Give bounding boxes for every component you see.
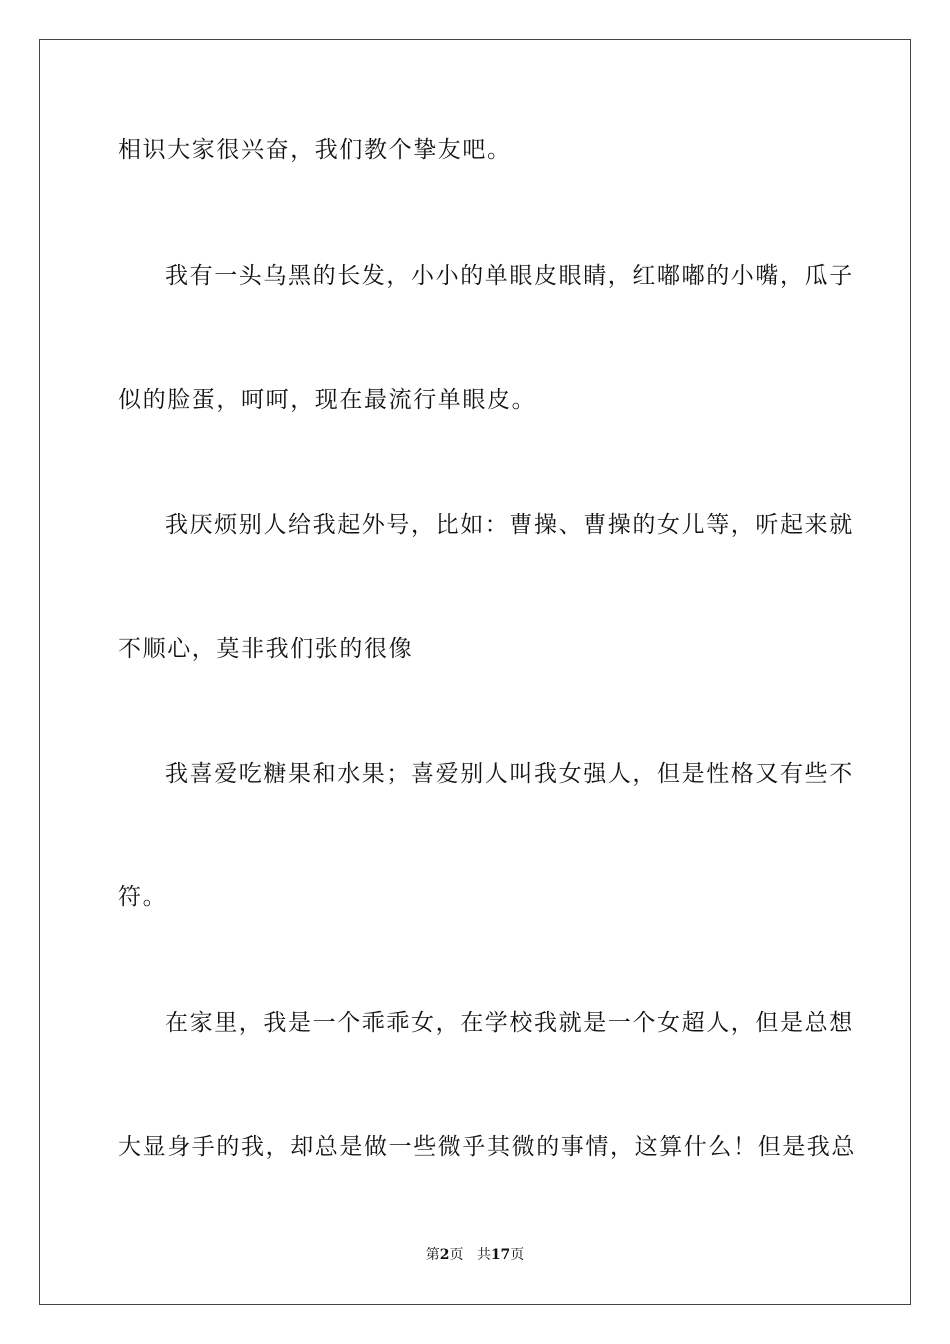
text-line-7: 符。: [118, 884, 168, 910]
text-line-6: 我喜爱吃糖果和水果；喜爱别人叫我女强人，但是性格又有些不: [165, 761, 854, 787]
page-prefix: 第: [425, 1247, 440, 1263]
total-prefix: 共: [476, 1247, 491, 1263]
page-number: 2: [439, 1247, 450, 1263]
text-line-9: 大显身手的我，却总是做一些微乎其微的事情，这算什么！但是我总: [118, 1134, 856, 1160]
text-line-3: 似的脸蛋，呵呵，现在最流行单眼皮。: [118, 387, 537, 413]
text-line-4: 我厌烦别人给我起外号，比如：曹操、曹操的女儿等，听起来就: [165, 512, 854, 538]
text-line-8: 在家里，我是一个乖乖女，在学校我就是一个女超人，但是总想: [165, 1010, 854, 1036]
page-border: [39, 39, 911, 1305]
total-pages: 17: [490, 1247, 511, 1263]
page-suffix: 页: [449, 1247, 464, 1263]
total-suffix: 页: [510, 1247, 525, 1263]
text-line-5: 不顺心，莫非我们张的很像: [118, 636, 414, 662]
text-line-1: 相识大家很兴奋，我们教个挚友吧。: [118, 137, 512, 163]
page-footer: [0, 1246, 950, 1264]
text-line-2: 我有一头乌黑的长发，小小的单眼皮眼睛，红嘟嘟的小嘴，瓜子: [165, 263, 854, 289]
